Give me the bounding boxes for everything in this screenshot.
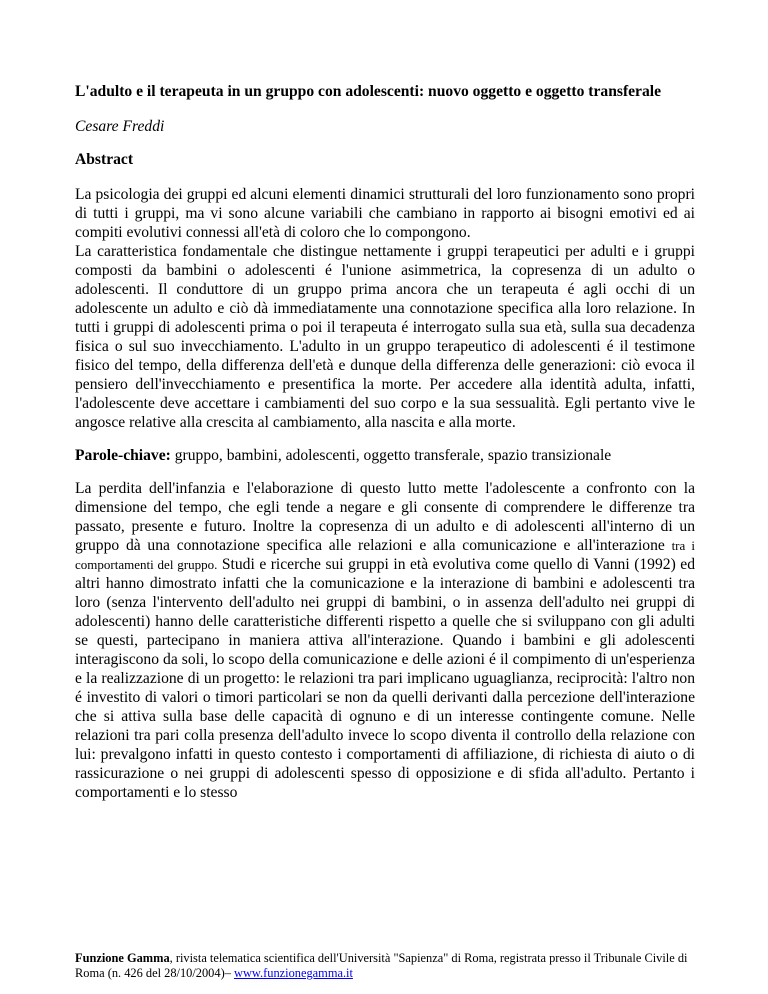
article-title: L'adulto e il terapeuta in un gruppo con adolescenti: nuovo oggetto e oggetto transferale <box>75 83 662 100</box>
article-author: Cesare Freddi <box>75 118 165 135</box>
page-footer <box>75 951 695 981</box>
abstract-body <box>75 185 695 432</box>
article-page <box>75 82 695 802</box>
keywords-line <box>75 446 695 465</box>
body-text-1: La perdita dell'infanzia e l'elaborazione di questo lutto mette l'adolescente a confronto con la dimensione del tempo, che egli tende a negare e gli consente di comprendere le differenze tra passato, presente e futuro. Inoltre la copresenza di un adulto e di adolescenti all'interno di un gruppo dà una connotazione specifica alle relazioni e alla comunicazione e all'interazione <box>75 480 695 554</box>
keywords-label: Parole-chiave: <box>75 447 171 464</box>
body-paragraph <box>75 479 695 802</box>
footer-journal-name: Funzione Gamma <box>75 951 170 965</box>
body-text-2: Studi e ricerche sui gruppi in età evolutiva come quello di Vanni (1992) ed altri hanno dimostrato infatti che la comunicazione e la interazione di bambini e adolescenti tra loro (senza l'intervento dell'adulto nei gruppi di bambini, o in assenza dell'adulto nei gruppi di adolescenti) hanno delle caratteristiche differenti rispetto a quelle che si sviluppano con gli adulti se questi, partecipano in maniera attiva all'interazione. Quando i bambini e gli adolescenti interagiscono da soli, lo scopo della comunicazione e delle azioni é il compimento di un'esperienza e la realizzazione di un progetto: le relazioni tra pari implicano uguaglianza, reciprocità: l'altro non é investito di valori o timori particolari se non da quelli derivanti dalla percezione dell'interazione che si attiva sulla base delle capacità di ognuno e di un interesse contingente comune. Nelle relazioni tra pari colla presenza dell'adulto invece lo scopo diventa il controllo della relazione con lui: prevalgono infatti in questo contesto i comportamenti di affiliazione, di richiesta di aiuto o di rassicurazione o nei gruppi di adolescenti spesso di opposizione e di sfida all'adulto. Pertanto i comportamenti e lo stesso <box>75 556 695 801</box>
abstract-heading: Abstract <box>75 151 134 168</box>
keywords-list: gruppo, bambini, adolescenti, oggetto transferale, spazio transizionale <box>170 447 612 464</box>
abstract-paragraph-2: La caratteristica fondamentale che distingue nettamente i gruppi terapeutici per adulti e i gruppi composti da bambini o adolescenti é l'unione asimmetrica, la copresenza di un adulto o adolescenti. Il conduttore di un gruppo prima ancora che un terapeuta é agli occhi di un adolescente un adulto e ciò dà immediatamente una connotazione specifica alla loro relazione. In tutti i gruppi di adolescenti prima o poi il terapeuta é interrogato sulla sua età, sulla sua decadenza fisica o sul suo invecchiamento. L'adulto in un gruppo terapeutico di adolescenti é il testimone fisico del tempo, della differenza dell'età e dunque della differenza delle generazioni: ciò evoca il pensiero dell'invecchiamento e presentifica la morte. Per accedere alla identità adulta, infatti, l'adolescente deve accettare i cambiamenti del suo corpo e la sua sessualità. Egli pertanto vive le angosce relative alla crescita al cambiamento, alla nascita e alla morte. <box>75 243 695 431</box>
abstract-paragraph-1: La psicologia dei gruppi ed alcuni elementi dinamici strutturali del loro funzionamento sono propri di tutti i gruppi, ma vi sono alcune variabili che cambiano in rapporto ai bisogni emotivi ed ai compiti evolutivi connessi all'età di coloro che lo compongono. <box>75 186 695 241</box>
footer-website-link[interactable]: www.funzionegamma.it <box>234 966 353 980</box>
footer-text: , rivista telematica scientifica dell'Università "Sapienza" di Roma, registrata presso il Tribunale Civile di Roma (n. 426 del 28/10/2004)– <box>75 951 688 980</box>
body-text-small: tra i comportamenti del gruppo. <box>75 538 695 572</box>
